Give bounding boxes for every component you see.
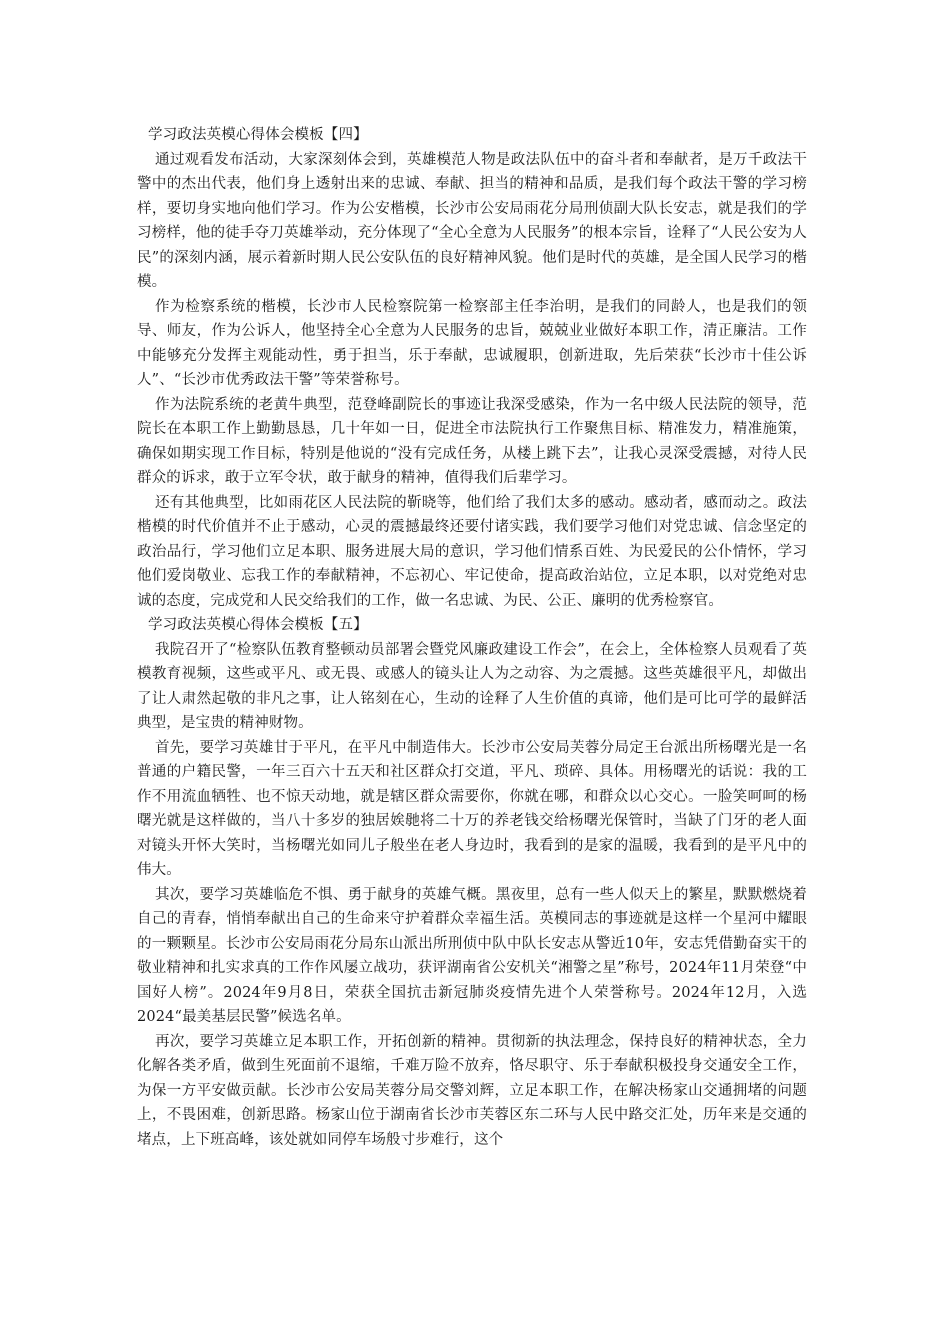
paragraph: 再次，要学习英雄立足本职工作，开拓创新的精神。贯彻新的执法理念，保持良好的精神状态，全力化解各类矛盾，做到生死面前不退缩，千难万险不放弃，恪尽职守、乐于奉献积极投身交通安全工作，为保一方平安做贡献。长沙市公安局芙蓉分局交警刘辉，立足本职工作，在解决杨家山交通拥堵的问题上，不畏困难，创新思路。杨家山位于湖南省长沙市芙蓉区东二环与人民中路交汇处，历年来是交通的堵点，上下班高峰，该处就如同停车场般寸步难行，这个 — [137, 1033, 807, 1148]
paragraph: 首先，要学习英雄甘于平凡，在平凡中制造伟大。长沙市公安局芙蓉分局定王台派出所杨曙光是一名普通的户籍民警，一年三百六十五天和社区群众打交道，平凡、琐碎、具体。用杨曙光的话说：我的工作不用流血牺牲、也不惊天动地，就是辖区群众需要你，你就在哪，和群众以心交心。一脸笑呵呵的杨曙光就是这样做的，当八十多岁的独居娭毑将二十万的养老钱交给杨曙光保管时，当缺了门牙的老人面对镜头开怀大笑时，当杨曙光如同儿子般坐在老人身边时，我看到的是家的温暖，我看到的是平凡中的伟大。 — [137, 739, 807, 878]
document-body — [137, 123, 807, 1152]
paragraph: 我院召开了“检察队伍教育整顿动员部署会暨党风廉政建设工作会”，在会上，全体检察人员观看了英模教育视频，这些或平凡、或无畏、或感人的镜头让人为之动容、为之震撼。这些英雄很平凡，却做出了让人肃然起敬的非凡之事，让人铭刻在心，生动的诠释了人生价值的真谛，他们是可比可学的最鲜活典型，是宝贵的精神财物。 — [137, 641, 807, 731]
paragraph: 作为检察系统的楷模，长沙市人民检察院第一检察部主任李治明，是我们的同龄人，也是我们的领导、师友，作为公诉人，他坚持全心全意为人民服务的忠旨，兢兢业业做好本职工作，清正廉洁。工作中能够充分发挥主观能动性，勇于担当，乐于奉献，忠诚履职，创新进取，先后荣获“长沙市十佳公诉人”、“长沙市优秀政法干警”等荣誉称号。 — [137, 298, 807, 388]
paragraph: 作为法院系统的老黄牛典型，范登峰副院长的事迹让我深受感染，作为一名中级人民法院的领导，范院长在本职工作上勤勤恳恳，几十年如一日，促进全市法院执行工作聚焦目标、精准发力，精准施策，确保如期实现工作目标，特别是他说的“没有完成任务，从楼上跳下去”，让我心灵深受震撼，对待人民群众的诉求，敢于立军令状，敢于献身的精神，值得我们后辈学习。 — [137, 396, 807, 486]
section-heading-4: 学习政法英模心得体会模板【四】 — [148, 127, 368, 143]
paragraph: 其次，要学习英雄临危不惧、勇于献身的英雄气概。黑夜里，总有一些人似天上的繁星，默默燃烧着自己的青春，悄悄奉献出自己的生命来守护着群众幸福生活。英模同志的事迹就是这样一个星河中耀眼的一颗颗星。长沙市公安局雨花分局东山派出所刑侦中队中队长安志从警近10年，安志凭借勤奋实干的敬业精神和扎实求真的工作作风屡立战功，获评湖南省公安机关“湘警之星”称号，2024年11月荣登“中国好人榜”。2024年9月8日，荣获全国抗击新冠肺炎疫情先进个人荣誉称号。2024年12月，入选2024“最美基层民警”候选名单。 — [137, 886, 807, 1025]
paragraph: 还有其他典型，比如雨花区人民法院的靳晓等，他们给了我们太多的感动。感动者，感而动之。政法楷模的时代价值并不止于感动，心灵的震撼最终还要付诸实践，我们要学习他们对党忠诚、信念坚定的政治品行，学习他们立足本职、服务进展大局的意识，学习他们情系百姓、为民爱民的公仆情怀，学习他们爱岗敬业、忘我工作的奉献精神，不忘初心、牢记使命，提高政治站位，立足本职，以对党绝对忠诚的态度，完成党和人民交给我们的工作，做一名忠诚、为民、公正、廉明的优秀检察官。 — [137, 494, 807, 609]
paragraph: 通过观看发布活动，大家深刻体会到，英雄模范人物是政法队伍中的奋斗者和奉献者，是万千政法干警中的杰出代表，他们身上透射出来的忠诚、奉献、担当的精神和品质，是我们每个政法干警的学习榜样，要切身实地向他们学习。作为公安楷模，长沙市公安局雨花分局刑侦副大队长安志，就是我们的学习榜样，他的徒手夺刀英雄举动，充分体现了“全心全意为人民服务”的根本宗旨，诠释了“人民公安为人民”的深刻内涵，展示着新时期人民公安队伍的良好精神风貌。他们是时代的英雄，是全国人民学习的楷模。 — [137, 151, 807, 290]
section-heading-5: 学习政法英模心得体会模板【五】 — [148, 617, 368, 633]
